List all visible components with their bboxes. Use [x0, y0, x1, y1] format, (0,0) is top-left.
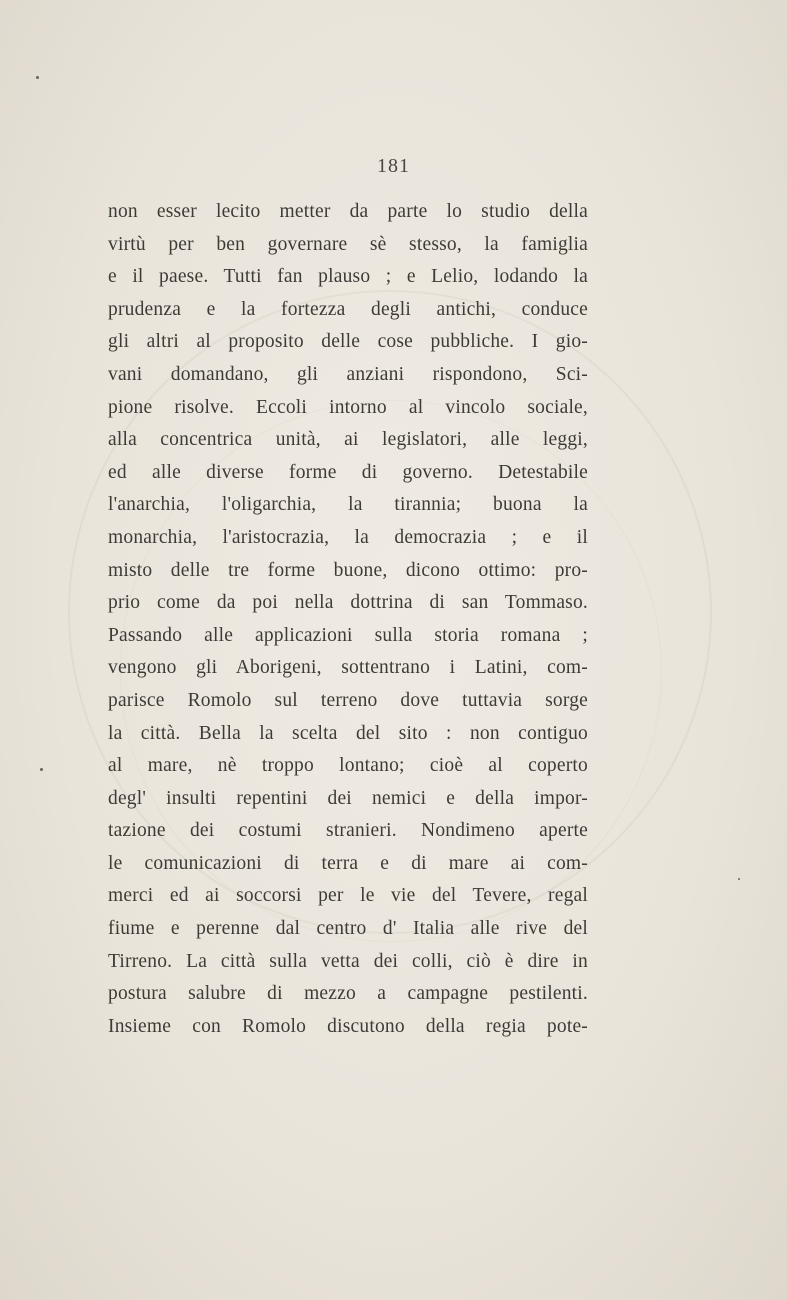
text-line: prudenza e la fortezza degli antichi, conduce	[108, 298, 588, 320]
page-number: 181	[377, 155, 410, 177]
text-line: e il paese. Tutti fan plauso ; e Lelio, lodando la	[108, 266, 588, 288]
text-line: Tirreno. La città sulla vetta dei colli, ciò è dire in	[108, 950, 588, 972]
text-line: pione risolve. Eccoli intorno al vincolo sociale,	[108, 396, 588, 418]
text-line: prio come da poi nella dottrina di san Tommaso.	[108, 592, 588, 614]
text-line: non esser lecito metter da parte lo studio della	[108, 201, 588, 222]
text-line: Passando alle applicazioni sulla storia romana ;	[108, 624, 588, 646]
text-line: virtù per ben governare sè stesso, la famiglia	[108, 233, 588, 255]
text-line: merci ed ai soccorsi per le vie del Tevere, regal	[108, 885, 588, 907]
text-line: tazione dei costumi stranieri. Nondimeno aperte	[108, 820, 588, 842]
text-line: alla concentrica unità, ai legislatori, alle leggi,	[108, 429, 588, 451]
text-line: le comunicazioni di terra e di mare ai com-	[108, 852, 588, 874]
text-line: al mare, nè troppo lontano; cioè al coperto	[108, 755, 588, 777]
text-line: fiume e perenne dal centro d' Italia alle rive del	[108, 918, 588, 940]
text-line: misto delle tre forme buone, dicono ottimo: pro-	[108, 559, 588, 581]
text-line: l'anarchia, l'oligarchia, la tirannia; buona la	[108, 494, 588, 516]
text-line: gli altri al proposito delle cose pubbliche. I gio-	[108, 331, 588, 353]
text-line: degl' insulti repentini dei nemici e della impor-	[108, 787, 588, 809]
text-line: postura salubre di mezzo a campagne pestilenti.	[108, 983, 588, 1005]
text-line: monarchia, l'aristocrazia, la democrazia ; e il	[108, 526, 588, 548]
paper-speck	[738, 878, 740, 880]
text-line: Insieme con Romolo discutono della regia pote-	[108, 1015, 588, 1037]
text-line: vani domandano, gli anziani rispondono, Sci-	[108, 363, 588, 385]
body-text	[108, 196, 588, 1043]
text-line: parisce Romolo sul terreno dove tuttavia sorge	[108, 689, 588, 711]
paper-speck	[40, 768, 43, 771]
text-line: ed alle diverse forme di governo. Detestabile	[108, 461, 588, 483]
text-line: vengono gli Aborigeni, sottentrano i Latini, com-	[108, 657, 588, 679]
paper-speck	[36, 76, 39, 79]
text-line: la città. Bella la scelta del sito : non contiguo	[108, 722, 588, 744]
